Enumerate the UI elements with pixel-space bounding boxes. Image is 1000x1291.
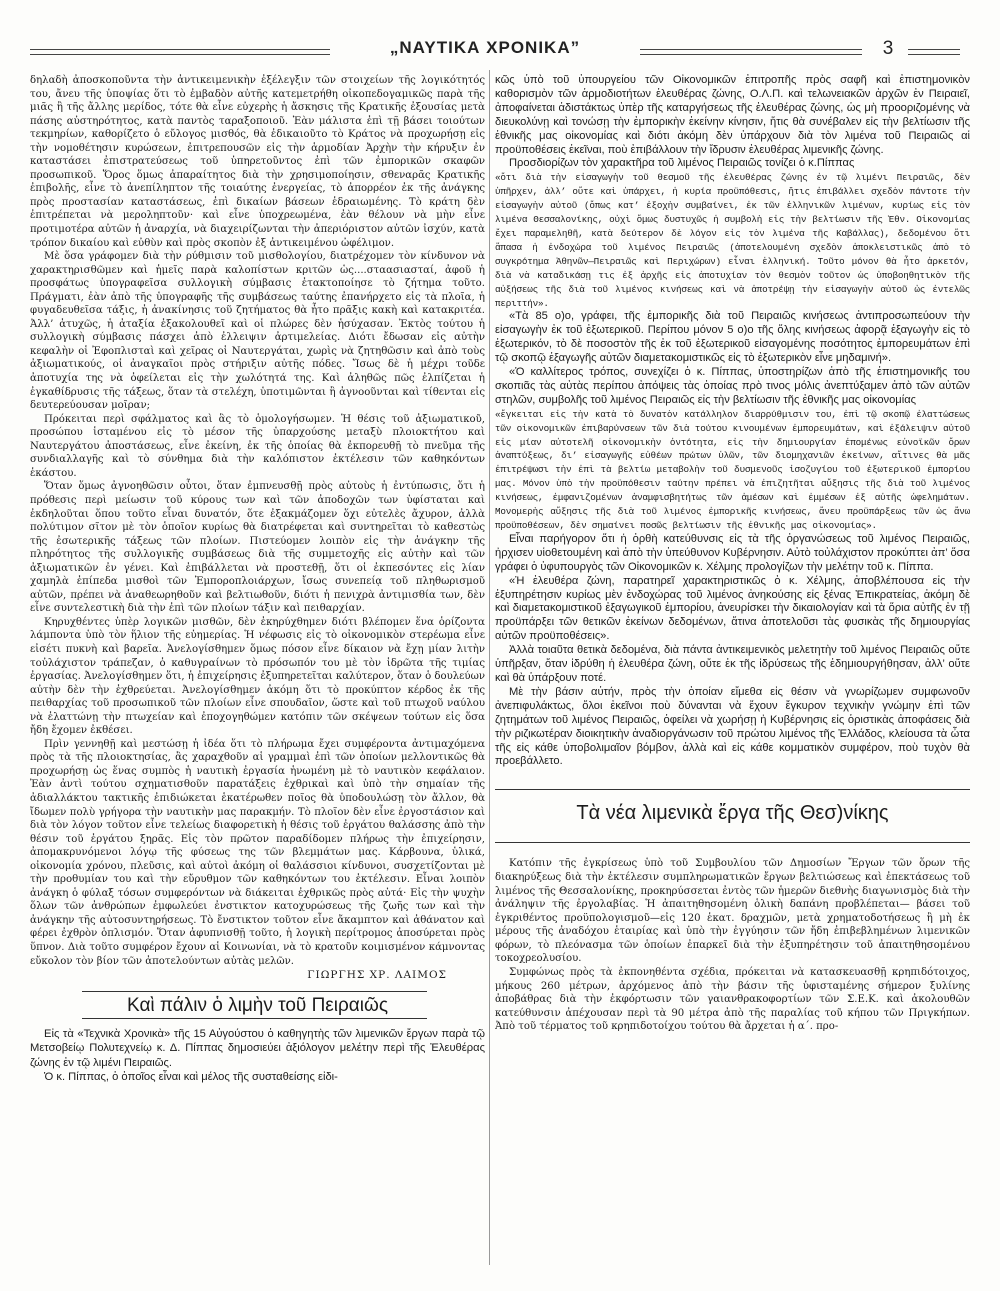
article-paragraph: «Τὰ 85 ο)ο, γράφει, τῆς ἐμπορικῆς διὰ τοῦ Πειραιῶς κινήσεως ἀντιπροσωπεύουν τὴν εἰσαγωγὴν ἐκ τοῦ ἐξωτερικοῦ. Περίπου μόνον 5 ο)ο τῆς ὅλης κινήσεως ἀφορᾷ ἐξαγωγὴν εἰς τὸ ἐξωτερικόν, τὸ δὲ ποσοστὸν τῆς ἐκ τοῦ ἐξωτερικοῦ εἰσαγομένης ποσότητος ἐμπορευμάτων ἐπὶ τῷ σκοπῷ ἐξαγωγῆς αὐτῶν διαμετακομιστικῶς εἰς τὸ ἐξωτερικὸν εἶνε μηδαμινή». [495, 310, 970, 365]
header-rule-left [30, 49, 330, 55]
article-paragraph: Κατόπιν τῆς ἐγκρίσεως ὑπὸ τοῦ Συμβουλίου τῶν Δημοσίων Ἔργων τῶν ὅρων τῆς διακηρύξεως διὰ τὴν ἐκτέλεσιν συμπληρωματικῶν ἔργων βελτιώσεως καὶ ἐπεκτάσεως τοῦ λιμένος τῆς Θεσσαλονίκης, προκηρύσσεται ἐντὸς τῶν ἡμερῶν διεθνὴς διαγωνισμὸς διὰ τὴν ἀνάληψιν τῆς ἐργολαβίας. Ἡ ἀπαιτηθησομένη ὁλικὴ δαπάνη προβλέπεται— βάσει τοῦ ἐγκριθέντος προϋπολογισμοῦ—εἰς 120 ἑκατ. δραχμῶν, μετὰ χρηματοδοτήσεως ἢ μὴ ἐκ μέρους τῆς ἀναδόχου ἑταιρίας καὶ ὑπὸ τὴν ἐγγύησιν τῶν ἤδη ἐπιβεβλημένων λιμενικῶν φόρων, τὸ πλεόνασμα τῶν ὁποίων ἐπαρκεῖ διὰ τὴν ἐξυπηρέτησιν τοῦ ἀπαιτηθησομένου τοκοχρεολυσίου. [495, 858, 970, 965]
article-paragraph: Προσδιορίζων τὸν χαρακτῆρα τοῦ λιμένος Πειραιῶς τονίζει ὁ κ.Πίππας [509, 157, 855, 170]
quoted-passage [495, 171, 970, 310]
article-paragraph: Πρὶν γεννηθῇ καὶ μεστώσῃ ἡ ἰδέα ὅτι τὸ πλήρωμα ἔχει συμφέροντα ἀντιμαχόμενα πρὸς τὰ τῆς πλοιοκτησίας, ἂς χαραχθοῦν αἱ γραμμαὶ ἐπὶ τῶν ὁποίων μελλοντικῶς θὰ προχωρήσῃ ὡς ἕνας συμπὸς ἡ ναυτικὴ ἐργασία ἡνωμένη μὲ τὸ ναυτικὸν κεφάλαιον. Ἐὰν ἀντὶ τούτου σχηματισθοῦν παρατάξεις ἐχθρικαὶ καὶ ὑπὸ τὴν σημαίαν τῆς ἀδιαλλάκτου τακτικῆς ἐπιδιώκεται ἑκατέρωθεν ποῖος θὰ ὑποδουλώσῃ τὸν ἄλλον, θὰ ἴδωμεν πολὺ γρήγορα τὴν ναυτικὴν μας παρακμήν. Τὸ πλοῖον δὲν εἶνε ἐργοστάσιον καὶ διὰ τὸν λόγον τοῦτον εἶνε τελείως διαφορετικὴ ἡ θέσις τοῦ ἐργάτου θαλάσσης ἀπὸ τὴν θέσιν τοῦ ἐργάτου ξηρᾶς. Εἰς τὸν πρῶτον παραδίδομεν πλήρως τὴν ἐπιχείρησιν, ἀπομακρυνόμενοι λόγῳ τῆς φύσεως της τῶν βλεμμάτων μας. Κάρβουνα, ὑλικά, οἰκονομία χρόνου, πλεῦσις, καὶ αὐτοὶ ἀκόμη οἱ θαλάσσιοι κίνδυνοι, συσχετίζονται μὲ τὴν προθυμίαν του καὶ τὴν εὔρυθμον τῶν καθηκόντων του ἐκτέλεσιν. Εἶναι λοιπὸν ἀνάγκη ὁ φύλαξ τόσων συμφερόντων νὰ διάκειται ἐχθρικῶς πρὸς αὐτά· Εἰς τὴν ψυχὴν ὅλων τῶν ἀνθρώπων ἐμφωλεύει ἐνστικτον κατοχυρώσεως τῆς ζωῆς των καὶ τὴν ἀνάγκην τῆς αὐτοσυντηρήσεως. Τὸ ἔνστικτον τοῦτον εἶνε ἄκαμπτον καὶ ἀθάνατον καὶ φέρει ἐχθρὸν ὁπλισμόν. Ὅταν ἀφυπνισθῇ τοῦτο, ἡ λογικὴ περίτρομος ἀποσύρεται πρὸς ὕπνον. Διὰ τοῦτο συμφέρον ἔχουν αἱ Κοινωνίαι, νὰ τὸ κρατοῦν κοιμισμένον κάμνοντας εὔκολον τὸν βίον τῶν ἀποτελούντων αὐτὰς μελῶν. [30, 738, 485, 967]
article-paragraph: Μὲ τὴν βάσιν αὐτήν, πρὸς τὴν ὁποίαν εἴμεθα εἰς θέσιν νὰ γνωρίζωμεν συμφωνοῦν ἀνεπιφυλάκτως, ὅλοι ἐκεῖνοι ποὺ δύνανται νὰ ἔχουν ἔγκυρον τεχνικὴν γνώμην ἐπὶ τῶν ζητημάτων τοῦ λιμένος Πειραιῶς, ὀφείλει νὰ χωρήσῃ ἡ Κυβέρνησις εἰς ὁριστικὰς ἀποφάσεις διὰ τὴν ριζικωτέραν διοικητικὴν ἀναδιοργάνωσιν τοῦ πρώτου λιμένος τῆς Ἑλλάδος, κλείουσα τὰ ὦτα τῆς εἰς κάθε ὑποβολιμαῖον βόμβον, ἀλλὰ καὶ εἰς κάθε κομματικὸν συμφέρον, ποὺ τυχὸν θὰ προεβάλλετο. [495, 685, 970, 768]
section-heading-thessaloniki [495, 789, 970, 843]
article-paragraph: Ὁ κ. Πίππας, ὁ ὁποῖος εἶναι καὶ μέλος τῆς συσταθείσης εἰδι- [44, 1070, 338, 1083]
header-rule-far-right [908, 49, 960, 55]
article-paragraph: Εἰς τὰ «Τεχνικὰ Χρονικὰ» τῆς 15 Αὐγούστου ὁ καθηγητὴς τῶν λιμενικῶν ἔργων παρὰ τῷ Μετσοβείῳ Πολυτεχνείῳ κ. Δ. Πίππας δημοσιεύει ἀξιόλογον μελέτην περὶ τῆς Ἐλευθέρας ζώνης ἐν τῷ λιμένι Πειραιῶς. [30, 1028, 485, 1069]
left-column [30, 74, 485, 1264]
article-piraeus-start [30, 1027, 485, 1084]
column-divider [489, 70, 490, 1265]
author-signature: ΓΙΩΡΓΗΣ ΧΡ. ΛΑΙΜΟΣ [307, 969, 447, 982]
article-paragraph: «Ἡ ἐλευθέρα ζώνη, παρατηρεῖ χαρακτηριστικῶς ὁ κ. Χέλμης, ἀποβλέπουσα εἰς τὴν ἐξυπηρέτησιν κυρίως μὲν ἐνδοχώρας τοῦ λιμένος ἀνηκούσης εἰς ξένας Ἐπικρατείας, ἀκόμη δὲ καὶ διαμετακομιστικοῦ ἐξαγωγικοῦ ἐμπορίου, ἀνευρίσκει τὴν δικαιολογίαν καὶ τὰ ὅρια αὐτῆς ἐν τῇ προϋπάρξει τῶν θετικῶν ἐκείνων δεδομένων, ἅτινα ἀποτελοῦσι τὰς φυσικὰς τῆς δημιουργίας αὐτῶν προϋποθέσεις». [495, 574, 970, 643]
quote-paragraph: «ἔγκειται εἰς τὴν κατὰ τὸ δυνατὸν κατάλληλον διαρρύθμισιν του, ἐπὶ τῷ σκοπῷ ἐλαττώσεως τῶν οἰκονομικῶν ἐπιβαρύνσεων τῶν διὰ τούτου κινουμένων ἐμπορευμάτων, καὶ ἐξάλειψιν αὐτοῦ εἰς μίαν αὐτοτελῆ οἰκονομικὴν ὀντότητα, εἰς τὴν δημιουργίαν ἐπομένως εὐνοϊκῶν ὅρων ἀναπτύξεως, δι’ εἰσαγωγῆς εὐθέων πρώτων ὑλῶν, τῶν διομηχανιῶν ἐκείνων, αἵτινες θὰ μᾶς ἐπιτρέψωσι τὴν ἐπὶ τὰ βελτίω μεταβολὴν τοῦ δυσμενοῦς ἰσοζυγίου τοῦ ἐξωτερικοῦ ἐμπορίου μας. Μόνον ὑπὸ τὴν προϋπόθεσιν ταύτην πρέπει νὰ ἐπιζητῆται αὔξησις τῆς διὰ τοῦ λιμένος κινήσεως, ἐμφανιζομένων ἀναμφισβητήτως τῶν ἀμέσων καὶ ἐμμέσων ἐξ αὐτῆς ὠφελημάτων. Μονομερὴς αὔξησις τῆς διὰ τοῦ λιμένος ἐμπορικῆς κινήσεως, ἄνευ προϋπάρξεως τῶν ὡς ἄνω προϋποθέσεων, δὲν σημαίνει ποσῶς βελτίωσιν τῆς ἐθνικῆς μας οἰκονομίας». [495, 408, 970, 531]
article-labor-wages [30, 74, 485, 981]
section-title: Τὰ νέα λιμενικὰ ἔργα τῆς Θεσ)νίκης [576, 802, 889, 825]
article-paragraph: «Ὁ καλλίτερος τρόπος, συνεχίζει ὁ κ. Πίππας, ὑποστηρίζων ἀπὸ τῆς ἐπιστημονικῆς του σκοπιᾶς τὰς αὐτὰς περίπου ἀπόψεις τὰς ὁποίας πρὸ τινος μόλις ἀνεπτύξαμεν ἀπὸ τῶν αὐτῶν στηλῶν, συμβολῆς τοῦ λιμένος Πειραιῶς εἰς τὴν βελτίωσιν τῆς ἐθνικῆς μας οἰκονομίας [495, 366, 970, 406]
article-paragraph: Κηρυχθέντες ὑπὲρ λογικῶν μισθῶν, δὲν ἐκηρύχθημεν διότι βλέπομεν ἕνα ὁρίζοντα λάμποντα ὑπὸ τὸν ἥλιον τῆς εὐημερίας. Ἡ νέφωσις εἰς τὸ οἰκονομικὸν στερέωμα εἶνε εἰσέτι πυκνὴ καὶ βαρεῖα. Ἀνελογίσθημεν ὅμως πόσον εἶνε δίκαιον νὰ ἔχῃ μίαν λιτὴν τοὐλάχιστον τράπεζαν, ὁ καθυγραίνων τὸ πρόσωπόν του μὲ τὸν ἱδρῶτα τῆς τιμίας ἐργασίας. Ἀνελογίσθημεν ὅτι, ἡ ἐπιχείρησις ἐξυπηρετεῖται καλύτερον, ὅταν ὁ δουλεύων αὐτὴν δὲν τὴν ἐχθρεύεται. Ἀνελογίσθημεν ἀκόμη ὅτι τὸ προκύπτον κέρδος ἐκ τῆς πειθαρχίας τοῦ προσωπικοῦ τῶν πλοίων εἶνε σπουδαῖον, ὥστε καὶ τοῦ πτωχοῦ ναύλου νὰ ἐλαττώνῃ τὴν πτωχείαν καὶ ἐποχογηθώμεν κατόπιν τῶν σκέψεων τούτων εἰς ὅσα ἤδη ἔχομεν ἐκθέσει. [30, 616, 485, 737]
article-paragraph: δηλαδὴ ἀποσκοποῦντα τὴν ἀντικειμενικὴν ἐξέλεγξιν τῶν στοιχείων τῆς λογικότητός του, ἄνευ τῆς ὑποψίας ὅτι τὸ ἐμβαδὸν αὐτῆς κατεμετρήθη οἰκοπεδογαμικῶς παρὰ τῆς μιᾶς ἢ τῆς ἄλλης μερίδος, τότε θὰ εἶνε εὐχερὴς ἡ ἄσκησις τῆς Κρατικῆς ἐξουσίας μετὰ πάσης αὐστηρότητος, κατὰ παντὸς ταραξοποιοῦ. Ἐὰν μάλιστα ἐπὶ τῇ βάσει τοιούτων τεκμηρίων, καθορίζετο ὁ εὔλογος μισθός, θὰ ἐδικαιοῦτο τὸ Κράτος νὰ προχωρήσῃ εἰς τὴν νομοθέτησιν κυρώσεων, ἐπιτρεπουσῶν εἰς τὴν ἁρμοδίαν Ἀρχὴν τὴν κήρυξιν ἐν καταστάσει ἐπιστρατεύσεως τοῦ ὑπηρετοῦντος ἐπὶ τῶν ἐμπορικῶν σκαφῶν προσωπικοῦ. Ὅρος ὅμως ἀπαραίτητος διὰ τὴν χρησιμοποίησιν, σθεναρᾶς Κρατικῆς ἐπιβολῆς, εἶνε τὸ ἀνεπίληπτον τῆς τοιαύτης ἐνεργείας, τὸ ἀπορρέον ἐκ τῆς ἀνάγκης πρὸς προστασίαν καταστάσεως, ἐπὶ δικαίων βάσεων ἑδραιωμένης. Τὸ κράτη δὲν ἐπιτρέπεται νὰ μεροληπτοῦν· καὶ εἶνε ὑποχρεωμένα, ἐὰν θέλουν νὰ μὴν εἶνε προτιμοτέρα αὐτῶν ἡ ἀναρχία, νὰ διαχειρίζωνται τὴν ἀπεριόριστον αὐτῶν ἰσχύν, κατὰ τρόπον δικαίου καὶ εὐθὺν καὶ πρὸς σκοπὸν ἐξ ἀντικειμένου ὠφέλιμον. [30, 75, 485, 249]
article-paragraph: Συμφώνως πρὸς τὰ ἐκπονηθέντα σχέδια, πρόκειται νὰ κατασκευασθῇ κρηπιδότοιχος, μήκους 260 μέτρων, ἀρχόμενος ἀπὸ τὴν βάσιν τῆς ὑφισταμένης σήμερον ξυλίνης ἀποβάθρας διὰ τὴν ἐκφόρτωσιν τῶν γαιανθρακοφορτίων τῶν Σ.Ε.Κ. καὶ ἀκολουθῶν κατεύθυνσιν ἀπέχουσαν περὶ τὰ 90 μέτρα ἀπὸ τῆς παραλίας τοῦ κήπου τῶν Πριγκήπων. Ἀπὸ τοῦ τέρματος τοῦ κρηπιδοτοίχου τούτου θὰ ἄρχεται ἡ α΄. προ- [495, 967, 970, 1033]
section-heading-piraeus [30, 991, 485, 1019]
section-title: Καὶ πάλιν ὁ λιμὴν τοῦ Πειραιῶς [127, 995, 388, 1017]
article-paragraph: Εἶναι παρήγορον ὅτι ἡ ὀρθὴ κατεύθυνσις εἰς τὰ τῆς ὀργανώσεως τοῦ λιμένος Πειραιῶς, ἠρχισεν υἱοθετουμένη καὶ ἀπὸ τὴν ὑπεύθυνον Κυβέρνησιν. Αὐτὸ τοὐλάχιστον προκύπτει ἀπ’ ὅσα γράφει ὁ ὑφυπουργὸς τῶν Οἰκονομικῶν κ. Χέλμης προλογίζων τὴν μελέτην τοῦ κ. Πίππα. [495, 532, 970, 573]
quote-paragraph: «ὅτι διὰ τὴν εἰσαγωγὴν τοῦ θεσμοῦ τῆς ἐλευθέρας ζώνης ἐν τῷ λιμένι Πειραιῶς, δὲν ὑπῆρχεν, ἀλλ’ οὔτε καὶ ὑπάρχει, ἡ κυρία προϋπόθεσις, ἥτις ἐπιβάλλει σχεδὸν πάντοτε τὴν εἰσαγωγὴν αὐτοῦ (ὅπως κατ’ ἐξοχὴν συμβαίνει, ἐκ τῶν ἑλληνικῶν λιμένων, κυρίως εἰς τὸν λιμένα Θεσσαλονίκης, οὐχὶ ὅμως δυστυχῶς ἡ συμβολὴ εἰς τὴν βελτίωσιν τῆς Ἐθν. Οἰκονομίας ἔχει παραμεληθῆ, κατὰ δεύτερον δὲ λόγον εἰς τὸν λιμένα τῆς Καβάλλας), δεδομένου ὅτι ἅπασα ἡ ἐνδοχώρα τοῦ λιμένος Πειραιῶς (ἀποτελουμένη σχεδὸν ἀποκλειστικῶς ἀπὸ τὸ συγκρότημα Ἀθηνῶν—Πειραιῶς καὶ Περιχώρων) εἶναι ἑλληνική. Τοῦτο μόνον θὰ ἦτο ἀρκετόν, διὰ νὰ καταδικάσῃ τις ἐξ ἀρχῆς εἰς ἀποτυχίαν τὸν θεσμὸν τοῦτον ὡς ὑποβοηθητικὸν τῆς αὐξήσεως τῆς διὰ τοῦ λιμένος κινήσεως καὶ νὰ ἀποτρέψῃ τὴν εἰσαγωγὴν αὐτοῦ ὡς ἐντελῶς περιττήν». [495, 172, 970, 309]
header-rule-right [640, 49, 862, 55]
page-number: 3 [882, 38, 894, 59]
article-paragraph: κῶς ὑπὸ τοῦ ὑπουργείου τῶν Οἰκονομικῶν ἐπιτροπῆς πρὸς σαφῆ καὶ ἐπιστημονικὸν καθορισμὸν τῶν ἁρμοδιοτήτων ἐλευθέρας ζώνης, Ο.Λ.Π. καὶ τελωνειακῶν ἀρχῶν ἐν Πειραιεῖ, ἀποφαίνεται ἀδιστάκτως ὑπὲρ τῆς καταργήσεως τῆς ἐλευθέρας ζώνης, ὡς μὴ προοριζομένης νὰ διευκολύνῃ καὶ τονώσῃ τὴν ἐμπορικὴν ἐκείνην κίνησιν, ἥτις θὰ συνέβαλεν εἰς τὴν βελτίωσιν τῆς ἐθνικῆς μας οἰκονομίας καὶ διότι ἀκόμη δὲν ὑπάρχουν διὰ τὸν λιμένα τοῦ Πειραιῶς αἱ προϋποθέσεις ἐκεῖναι, ποὺ ἐπιβάλλουν τὴν ἵδρυσιν ἐλευθέρας λιμενικῆς ζώνης. [495, 74, 970, 156]
article-paragraph: Ἀλλὰ τοιαῦτα θετικὰ δεδομένα, διὰ πάντα ἀντικειμενικὸς μελετητὴν τοῦ λιμένος Πειραιῶς οὔτε ὑπῆρξαν, ὅταν ἱδρύθη ἡ ἐλευθέρα ζώνη, οὔτε ἐκ τῆς ἱδρύσεως τῆς ἐδημιουργήθησαν, ἀλλ’ οὔτε καὶ θὰ ὑπάρξουν ποτέ. [495, 644, 970, 684]
article-piraeus-continued [495, 533, 970, 769]
article-paragraph: Μὲ ὅσα γράφομεν διὰ τὴν ρύθμισιν τοῦ μισθολογίου, διατρέχομεν τὸν κίνδυνον νὰ χαρακτηρισθῶμεν καὶ ἡμεῖς παρὰ καλοπίστων κριτῶν ὡς....σταασιασταί, ἀφοῦ ἡ προσφάτως ὑπογραφεῖσα συλλογικὴ σύμβασις ἐτακτοποίησε τὸ ζήτημα τοῦτο. Πράγματι, ἐὰν ἀπὸ τῆς ὑπογραφῆς τῆς συμβάσεως ταύτης ἐπανήρχετο εἰς τὰ πλοῖα, ἡ φυγαδευθεῖσα τάξις, ἡ ἀνακίνησις τοῦ ζητήματος θὰ ἦτο πρᾶξις κακὴ καὶ κατακριτέα. Ἀλλ’ ἀτυχῶς, ἡ ἀταξία ἐξακολουθεῖ καὶ οἱ πλώρες δὲν ἡσύχασαν. Ἐκτὸς τούτου ἡ συλλογικὴ σύμβασις πάσχει ἀπὸ ἐλλειψιν ἀρτιμελείας. Διότι ἔδωσαν εἰς αὐτὴν κεφαλὴν οἱ Ἐφοπλισταὶ καὶ χεῖρας οἱ Ναυτεργάται, χωρὶς νὰ ζητηθῶσιν καὶ ἀπὸ τοὺς ἀξιωματικούς, οἱ ἀναγκαῖοι πρὸς στήριξιν αὐτῆς πόδες. Ἴσως δὲ ἡ μέχρι τοῦδε ἀποτυχία της νὰ ὀφείλεται εἰς τὴν χωλότητά της. Καὶ ἀληθῶς πῶς ἐλπίζεται ἡ ἐγκαθίδρυσις τῆς τάξεως, ὅταν τὰ στελέχη, ὑποτιμῶνται ἢ ἀγνοοῦνται καὶ τίθενται εἰς δευτερεύουσαν μοῖραν; [30, 251, 485, 412]
article-paragraph: Ὅταν ὅμως ἀγνοηθῶσιν οὗτοι, ὅταν ἐμπνευσθῇ πρὸς αὐτοὺς ἡ ἐντύπωσις, ὅτι ἡ πρόθεσις περὶ μείωσιν τοῦ κύρους των καὶ τῶν ἀποδοχῶν των ὑφίσταται καὶ ἐκδηλοῦται ὅπου τοῦτο εἶναι δυνατόν, ὅτε ἐξακμάζομεν ὅχι εὐτελὲς ἄχυρον, ἀλλὰ πολύτιμον σῖτον μὲ τὸν ὁποῖον κυρίως θὰ διατρέφεται καὶ συντηρεῖται τὸ καθεστὼς τῆς ἐσωτερικῆς τάξεως τῶν πλοίων. Πιστεύομεν λοιπὸν εἰς τὴν ἀνάγκην τῆς πληρότητος τῆς συλλογικῆς συμβάσεως διὰ τῆς συμμετοχῆς εἰς αὐτὴν καὶ τῶν ἀξιωματικῶν ἐν γένει. Καὶ ἐπιβάλλεται νὰ προστεθῇ, ὅτι οἱ ἐκπεσόντες εἰς λίαν χαμηλὰ ἐπίπεδα μισθοὶ τῶν Ἐμπορoπλοιάρχων, ἴσως συνεπείᾳ τοῦ πληθωρισμοῦ αὐτῶν, πρέπει νὰ ἀναθεωρηθοῦν καὶ βελτιωθοῦν, διότι ἡ πενιχρὰ ἀντιμισθία των, δὲν εἶνε συντελεστικὴ διὰ τὴν ἐπὶ τῶν πλοίων τάξιν καὶ πειθαρχίαν. [30, 481, 485, 615]
article-piraeus-continued [495, 310, 970, 407]
article-thessaloniki [495, 857, 970, 1034]
right-column [495, 74, 970, 1264]
masthead-title: „ΝΑΥΤΙΚΑ ΧΡΟΝΙΚΑ” [389, 38, 581, 57]
page-header [30, 38, 970, 62]
article-piraeus-continued [495, 74, 970, 171]
quoted-passage [495, 408, 970, 533]
article-paragraph: Πρόκειται περὶ σφάλματος καὶ ἃς τὸ ὁμολογήσωμεν. Ἡ θέσις τοῦ ἀξιωματικοῦ, προσώπου ἱσταμένου εἰς τὸ μέσον τῆς ὑπαρχούσης μεταξὺ πλοιοκτήτου καὶ Ναυτεργάτου ἀποστάσεως, εἶνε ἐκείνη, ἐκ τῆς ὁποίας θὰ ἐκπορευθῇ τὸ πνεῦμα τῆς συνδιαλλαγῆς καὶ τὸ σύνθημα διὰ τὴν καλόπιστον ἐκτέλεσιν τῶν καθηκόντων ἑκάστου. [30, 413, 485, 479]
